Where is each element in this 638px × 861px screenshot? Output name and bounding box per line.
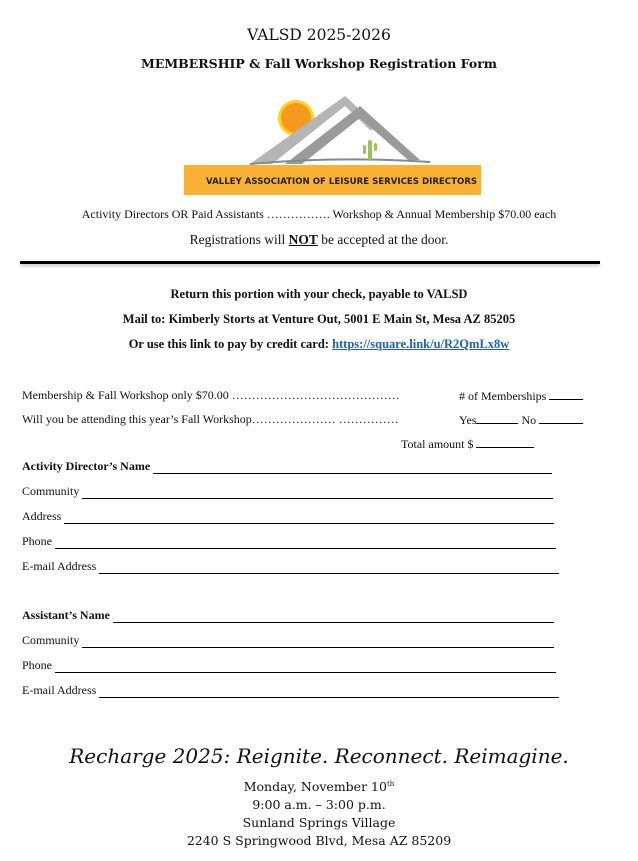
membership-option-label: Membership & Fall Workshop only $70.00 …………………………………… bbox=[22, 388, 400, 402]
assistant-name-row bbox=[22, 608, 554, 623]
total-amount bbox=[401, 436, 534, 452]
link-prefix: Or use this link to pay by credit card: bbox=[128, 337, 333, 351]
mountain-back-icon bbox=[250, 96, 380, 164]
event-date-suffix: th bbox=[386, 779, 395, 788]
attending-answer bbox=[459, 412, 583, 428]
director-community-field[interactable] bbox=[82, 486, 553, 499]
yes-field[interactable] bbox=[476, 412, 518, 424]
no-label: No bbox=[521, 413, 537, 427]
event-date bbox=[0, 779, 638, 794]
form-subtitle: MEMBERSHIP & Fall Workshop Registration Form bbox=[140, 56, 498, 71]
door-notice bbox=[0, 232, 638, 248]
director-name-label: Activity Director’s Name bbox=[22, 459, 151, 473]
yes-label: Yes bbox=[459, 413, 477, 427]
valsd-logo bbox=[180, 88, 490, 200]
assistant-name-label: Assistant’s Name bbox=[22, 608, 110, 622]
director-email-field[interactable] bbox=[99, 561, 559, 574]
assistant-phone-field[interactable] bbox=[55, 660, 556, 673]
director-address-field[interactable] bbox=[64, 511, 554, 524]
notice-post: be accepted at the door. bbox=[317, 232, 449, 247]
workshop-theme: Recharge 2025: Reignite. Reconnect. Reimagine. bbox=[69, 744, 569, 768]
logo-graphic bbox=[180, 88, 490, 200]
form-title: VALSD 2025-2026 bbox=[247, 26, 391, 44]
section-divider bbox=[20, 261, 600, 264]
director-community-row bbox=[22, 484, 553, 499]
total-amount-field[interactable] bbox=[476, 436, 534, 448]
ground-line bbox=[250, 159, 430, 164]
event-date-text: Monday, November 10 bbox=[243, 779, 387, 794]
assistant-community-label: Community bbox=[22, 633, 80, 647]
event-venue: Sunland Springs Village bbox=[242, 815, 396, 830]
total-label: Total amount $ bbox=[401, 437, 474, 451]
memberships-count-label: # of Memberships bbox=[459, 389, 547, 403]
assistant-phone-row bbox=[22, 658, 556, 673]
director-name-row bbox=[22, 459, 552, 474]
assistant-phone-label: Phone bbox=[22, 658, 52, 672]
director-email-label: E-mail Address bbox=[22, 559, 97, 573]
director-phone-field[interactable] bbox=[55, 536, 556, 549]
director-name-field[interactable] bbox=[153, 461, 552, 474]
attending-question: Will you be attending this year’s Fall Workshop………………… …………… bbox=[22, 412, 399, 426]
notice-emphasis: NOT bbox=[288, 232, 318, 247]
no-field[interactable] bbox=[539, 412, 583, 424]
pricing-line: Activity Directors OR Paid Assistants ……………. Workshop & Annual Membership $70.00 each bbox=[81, 207, 557, 221]
event-address: 2240 S Springwood Blvd, Mesa AZ 85209 bbox=[186, 833, 452, 848]
mail-instruction: Mail to: Kimberly Storts at Venture Out, 5001 E Main St, Mesa AZ 85205 bbox=[122, 312, 516, 326]
payment-link-line bbox=[0, 337, 638, 352]
assistant-name-field[interactable] bbox=[113, 610, 554, 623]
cactus-icon bbox=[363, 140, 377, 160]
assistant-community-field[interactable] bbox=[82, 635, 554, 648]
director-phone-label: Phone bbox=[22, 534, 52, 548]
assistant-email-row bbox=[22, 683, 559, 698]
director-address-label: Address bbox=[22, 509, 62, 523]
event-time: 9:00 a.m. – 3:00 p.m. bbox=[252, 797, 386, 812]
director-community-label: Community bbox=[22, 484, 80, 498]
notice-pre: Registrations will bbox=[189, 232, 289, 247]
assistant-email-field[interactable] bbox=[99, 685, 559, 698]
director-phone-row bbox=[22, 534, 556, 549]
logo-banner-text: VALLEY ASSOCIATION OF LEISURE SERVICES DIRECTORS bbox=[206, 177, 478, 187]
return-instruction: Return this portion with your check, payable to VALSD bbox=[170, 287, 468, 301]
memberships-count-field[interactable] bbox=[549, 388, 583, 400]
square-payment-link[interactable]: https://square.link/u/R2QmLx8w bbox=[332, 337, 510, 351]
assistant-email-label: E-mail Address bbox=[22, 683, 97, 697]
director-address-row bbox=[22, 509, 554, 524]
memberships-count bbox=[459, 388, 583, 404]
director-email-row bbox=[22, 559, 559, 574]
assistant-community-row bbox=[22, 633, 554, 648]
